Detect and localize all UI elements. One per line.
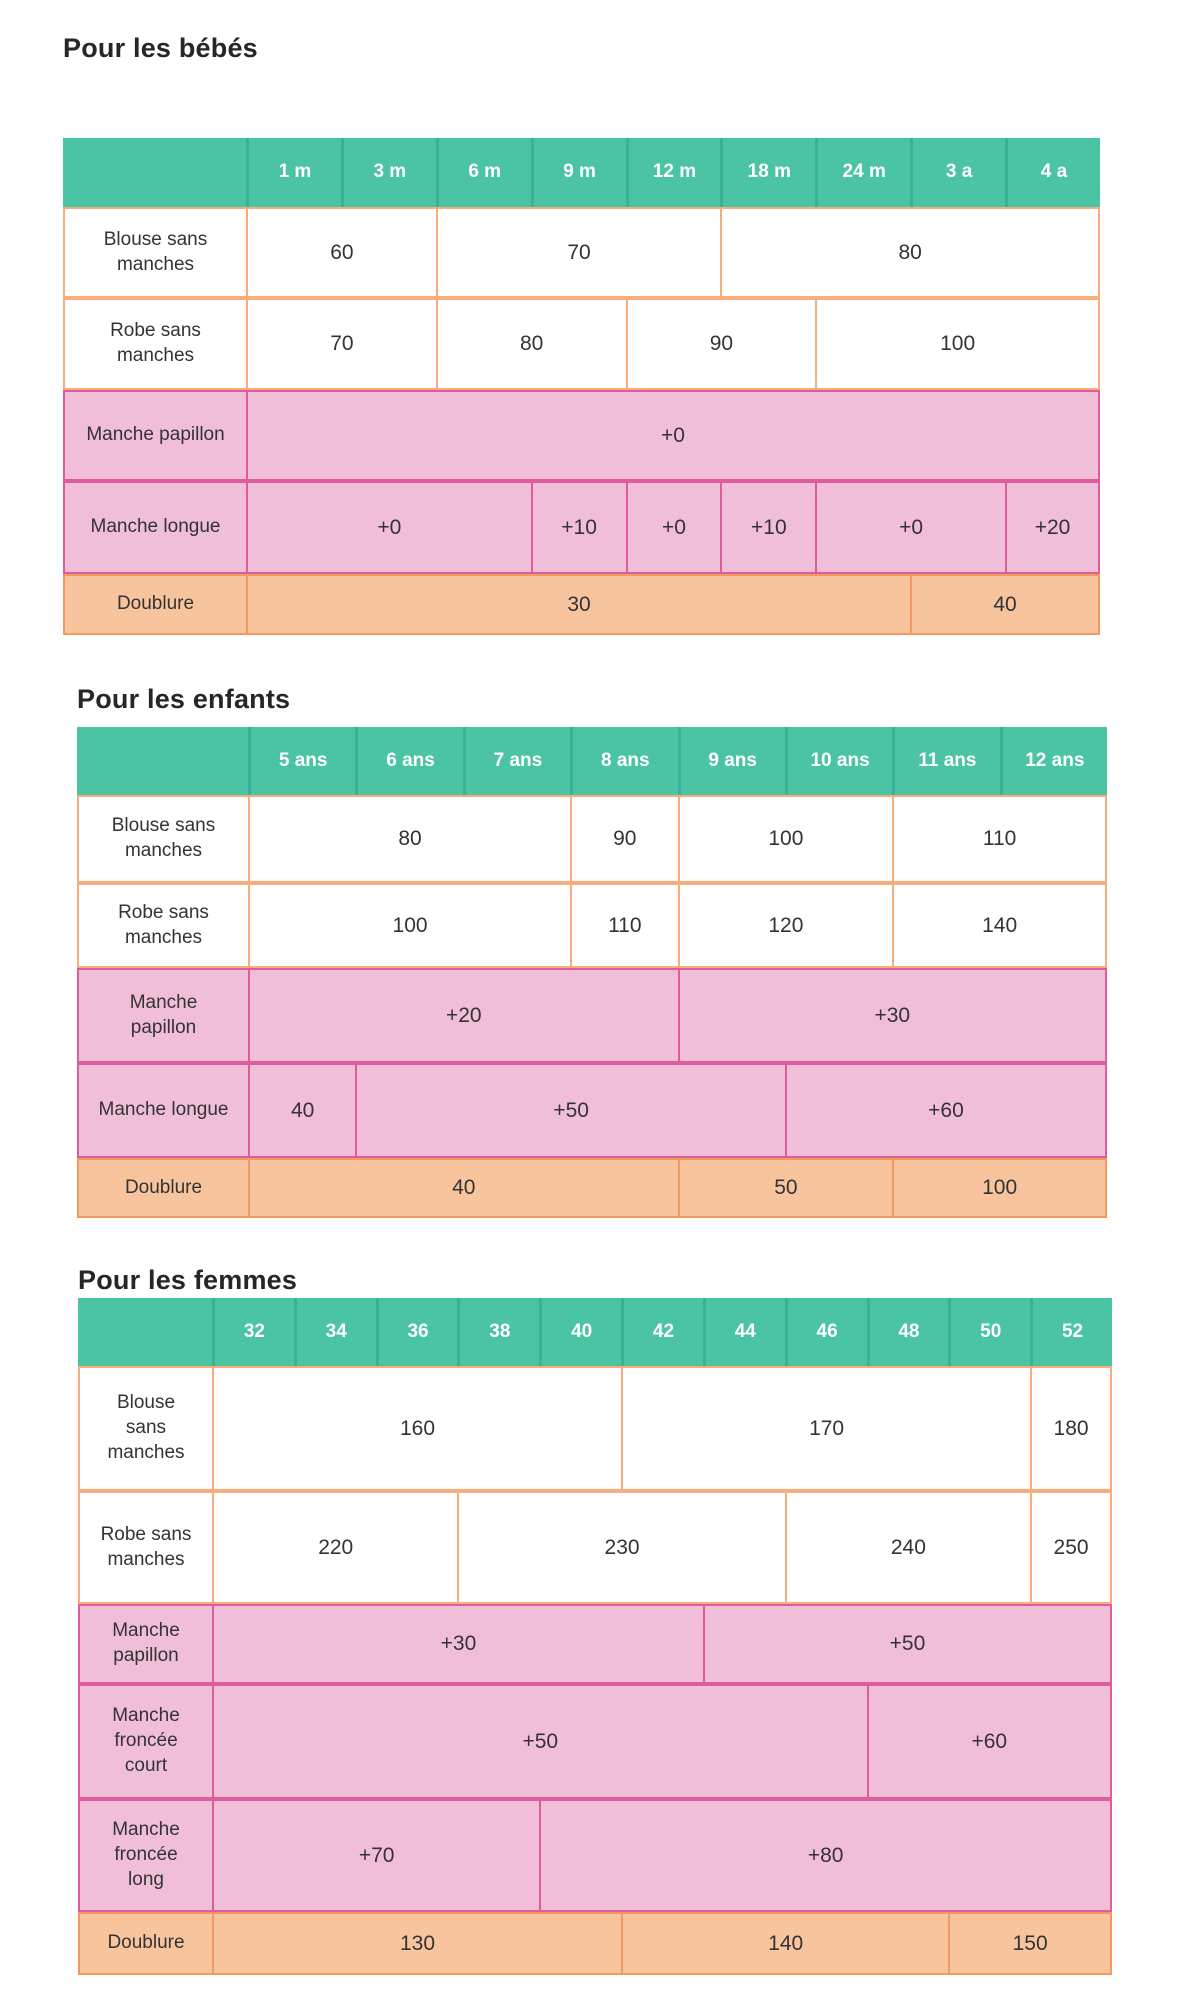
corner-cell xyxy=(63,138,246,207)
row-label: Robe sans manches xyxy=(78,1491,212,1604)
column-header: 3 m xyxy=(341,138,436,207)
value-cell: +60 xyxy=(785,1063,1107,1158)
value-cell: 90 xyxy=(626,298,816,390)
value-cell: +60 xyxy=(867,1684,1113,1799)
value-cell: 130 xyxy=(212,1912,621,1975)
table-row xyxy=(77,968,1107,1063)
value-cell: +0 xyxy=(246,390,1100,481)
section-bebes xyxy=(63,30,1200,635)
table-row xyxy=(78,1491,1112,1604)
column-header: 38 xyxy=(457,1298,539,1366)
table-row xyxy=(78,1366,1112,1491)
table-row xyxy=(77,1158,1107,1218)
value-cell: +80 xyxy=(539,1799,1112,1912)
value-cell: +0 xyxy=(626,481,721,574)
table-row xyxy=(63,574,1100,635)
column-header: 3 a xyxy=(910,138,1005,207)
row-label: Manche longue xyxy=(63,481,246,574)
row-label: Manche longue xyxy=(77,1063,248,1158)
row-label: Robe sans manches xyxy=(77,883,248,968)
row-label: Manche papillon xyxy=(77,968,248,1063)
column-header: 10 ans xyxy=(785,727,892,795)
section-enfants xyxy=(77,681,1200,1218)
column-header: 8 ans xyxy=(570,727,677,795)
value-cell: 110 xyxy=(570,883,677,968)
value-cell: +0 xyxy=(815,481,1005,574)
value-cell: 40 xyxy=(248,1063,355,1158)
value-cell: +30 xyxy=(678,968,1108,1063)
table-row xyxy=(78,1799,1112,1912)
value-cell: 150 xyxy=(948,1912,1112,1975)
value-cell: 70 xyxy=(436,207,721,298)
corner-cell xyxy=(78,1298,212,1366)
column-header: 50 xyxy=(948,1298,1030,1366)
column-header: 9 m xyxy=(531,138,626,207)
value-cell: +30 xyxy=(212,1604,703,1684)
column-header: 6 m xyxy=(436,138,531,207)
value-cell: 220 xyxy=(212,1491,457,1604)
size-table-enfants xyxy=(77,727,1107,1218)
table-row xyxy=(63,207,1100,298)
section-title: Pour les femmes xyxy=(78,1265,298,1295)
value-cell: +20 xyxy=(248,968,678,1063)
column-header: 46 xyxy=(785,1298,867,1366)
value-cell: 140 xyxy=(621,1912,948,1975)
value-cell: 40 xyxy=(248,1158,678,1218)
row-label: Doublure xyxy=(63,574,246,635)
value-cell: 110 xyxy=(892,795,1107,883)
table-row xyxy=(77,883,1107,968)
table-row xyxy=(63,298,1100,390)
value-cell: +50 xyxy=(355,1063,785,1158)
value-cell: 140 xyxy=(892,883,1107,968)
row-label: Robe sans manches xyxy=(63,298,246,390)
row-label: Manche froncée court xyxy=(78,1684,212,1799)
corner-cell xyxy=(77,727,248,795)
value-cell: +0 xyxy=(246,481,531,574)
column-header: 32 xyxy=(212,1298,294,1366)
value-cell: 30 xyxy=(246,574,910,635)
table-row xyxy=(63,390,1100,481)
row-label: Manche papillon xyxy=(63,390,246,481)
value-cell: 60 xyxy=(246,207,436,298)
value-cell: 120 xyxy=(678,883,893,968)
row-label: Doublure xyxy=(77,1158,248,1218)
column-header: 12 ans xyxy=(1000,727,1107,795)
section-femmes xyxy=(78,1262,1200,1975)
column-header: 11 ans xyxy=(892,727,999,795)
value-cell: +70 xyxy=(212,1799,539,1912)
size-table-bebes xyxy=(63,138,1100,635)
row-label: Blouse sans manches xyxy=(77,795,248,883)
value-cell: 50 xyxy=(678,1158,893,1218)
value-cell: +50 xyxy=(212,1684,867,1799)
column-header: 9 ans xyxy=(678,727,785,795)
column-header: 34 xyxy=(294,1298,376,1366)
value-cell: +10 xyxy=(720,481,815,574)
header-row xyxy=(77,727,1107,795)
column-header: 42 xyxy=(621,1298,703,1366)
column-header: 4 a xyxy=(1005,138,1100,207)
value-cell: +20 xyxy=(1005,481,1100,574)
row-label: Manche froncée long xyxy=(78,1799,212,1912)
column-header: 12 m xyxy=(626,138,721,207)
value-cell: 100 xyxy=(815,298,1100,390)
table-row xyxy=(77,795,1107,883)
size-charts-page xyxy=(0,30,1200,1975)
value-cell: 250 xyxy=(1030,1491,1112,1604)
header-row xyxy=(63,138,1100,207)
section-title: Pour les enfants xyxy=(77,684,291,714)
column-header: 5 ans xyxy=(248,727,355,795)
value-cell: 100 xyxy=(892,1158,1107,1218)
value-cell: 40 xyxy=(910,574,1100,635)
value-cell: 70 xyxy=(246,298,436,390)
value-cell: 170 xyxy=(621,1366,1030,1491)
value-cell: 80 xyxy=(720,207,1100,298)
value-cell: +50 xyxy=(703,1604,1112,1684)
value-cell: +10 xyxy=(531,481,626,574)
value-cell: 240 xyxy=(785,1491,1030,1604)
value-cell: 90 xyxy=(570,795,677,883)
column-header: 52 xyxy=(1030,1298,1112,1366)
size-table-femmes xyxy=(78,1298,1112,1975)
table-row xyxy=(63,481,1100,574)
value-cell: 180 xyxy=(1030,1366,1112,1491)
value-cell: 160 xyxy=(212,1366,621,1491)
value-cell: 100 xyxy=(248,883,570,968)
column-header: 36 xyxy=(376,1298,458,1366)
column-header: 44 xyxy=(703,1298,785,1366)
table-row xyxy=(78,1912,1112,1975)
section-title: Pour les bébés xyxy=(63,33,258,63)
value-cell: 100 xyxy=(678,795,893,883)
row-label: Blouse sans manches xyxy=(63,207,246,298)
column-header: 48 xyxy=(867,1298,949,1366)
column-header: 24 m xyxy=(815,138,910,207)
row-label: Blouse sans manches xyxy=(78,1366,212,1491)
value-cell: 80 xyxy=(248,795,570,883)
column-header: 6 ans xyxy=(355,727,462,795)
row-label: Manche papillon xyxy=(78,1604,212,1684)
column-header: 1 m xyxy=(246,138,341,207)
value-cell: 230 xyxy=(457,1491,784,1604)
table-row xyxy=(78,1604,1112,1684)
table-row xyxy=(78,1684,1112,1799)
header-row xyxy=(78,1298,1112,1366)
column-header: 18 m xyxy=(720,138,815,207)
row-label: Doublure xyxy=(78,1912,212,1975)
table-row xyxy=(77,1063,1107,1158)
column-header: 7 ans xyxy=(463,727,570,795)
value-cell: 80 xyxy=(436,298,626,390)
column-header: 40 xyxy=(539,1298,621,1366)
